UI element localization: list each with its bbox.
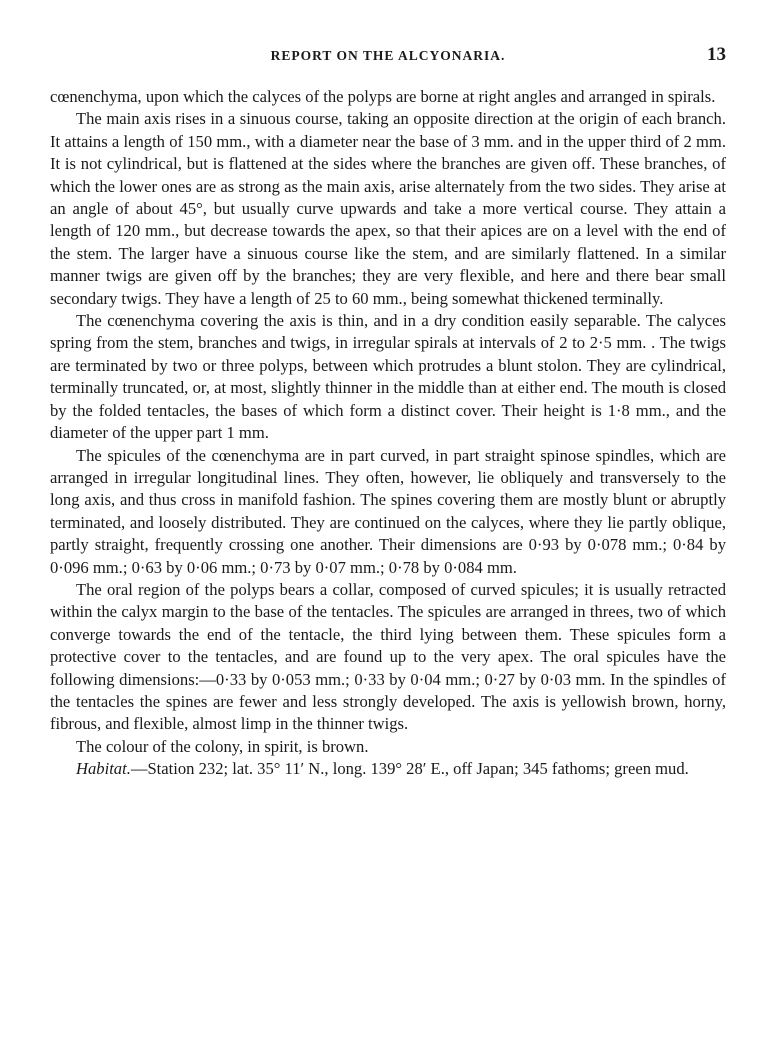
- paragraph-habitat: [50, 758, 726, 780]
- paragraph-continuation: cœnenchyma, upon which the calyces of the polyps are borne at right angles and arranged in spirals.: [50, 87, 716, 106]
- paragraph-oral-region: The oral region of the polyps bears a collar, composed of curved spicules; it is usually retracted within the calyx margin to the base of the tentacles. The spicules are arranged in threes, two of which converge towards the end of the tentacle, the third lying between them. These spicules form a protective cover to the tentacles, and are found up to the very apex. The oral spicules have the following dimensions:—0·33 by 0·053 mm.; 0·33 by 0·04 mm.; 0·27 by 0·03 mm. In the spindles of the tentacles the spines are fewer and less strongly developed. The axis is yellowish brown, horny, fibrous, and flexible, almost limp in the thinner twigs.: [50, 579, 726, 734]
- page-header: [50, 44, 726, 72]
- paragraph-coenenchyma: The cœnenchyma covering the axis is thin, and in a dry condition easily separable. The calyces spring from the stem, branches and twigs, in irregular spirals at intervals of 2 to 2·5 mm. . The twigs are terminated by two or three polyps, between which protrudes a blunt stolon. They are cylindrical, terminally truncated, or, at most, slightly thinner in the middle than at either end. The mouth is closed by the folded tentacles, the bases of which form a distinct cover. Their height is 1·8 mm., and the diameter of the upper part 1 mm.: [50, 311, 726, 443]
- body-text: [50, 86, 726, 781]
- page-number: 13: [707, 44, 726, 65]
- paragraph-colour: The colour of the colony, in spirit, is brown.: [76, 736, 369, 756]
- habitat-text: —Station 232; lat. 35° 11′ N., long. 139° 28′ E., off Japan; 345 fathoms; green mud.: [130, 759, 689, 779]
- habitat-label: Habitat.: [76, 759, 131, 779]
- paragraph-main-axis: The main axis rises in a sinuous course, taking an opposite direction at the origin of each branch. It attains a length of 150 mm., with a diameter near the base of 3 mm. and in the upper third of 2 mm. It is not cylindrical, but is flattened at the sides where the branches are given off. These branches, of which the lower ones are as strong as the main axis, arise alternately from the two sides. They arise at an angle of about 45°, but usually curve upwards and take a more vertical course. They attain a length of 120 mm., but decrease towards the apex, so that their apices are on a level with the end of the stem. The larger have a sinuous course like the stem, and are similarly flattened. In a similar manner twigs are given off by the branches; they are very flexible, and here and there bear small secondary twigs. They have a length of 25 to 60 mm., being somewhat thickened terminally.: [50, 109, 726, 308]
- paragraph-spicules: The spicules of the cœnenchyma are in part curved, in part straight spinose spindles, which are arranged in irregular longitudinal lines. They often, however, lie obliquely and transversely to the long axis, and thus cross in manifold fashion. The spines covering them are mostly blunt or abruptly terminated, and loosely distributed. They are continued on the calyces, where they lie partly oblique, partly straight, frequently crossing one another. Their dimensions are 0·93 by 0·078 mm.; 0·84 by 0·096 mm.; 0·63 by 0·06 mm.; 0·73 by 0·07 mm.; 0·78 by 0·084 mm.: [50, 445, 726, 577]
- running-title: REPORT ON THE ALCYONARIA.: [270, 48, 506, 63]
